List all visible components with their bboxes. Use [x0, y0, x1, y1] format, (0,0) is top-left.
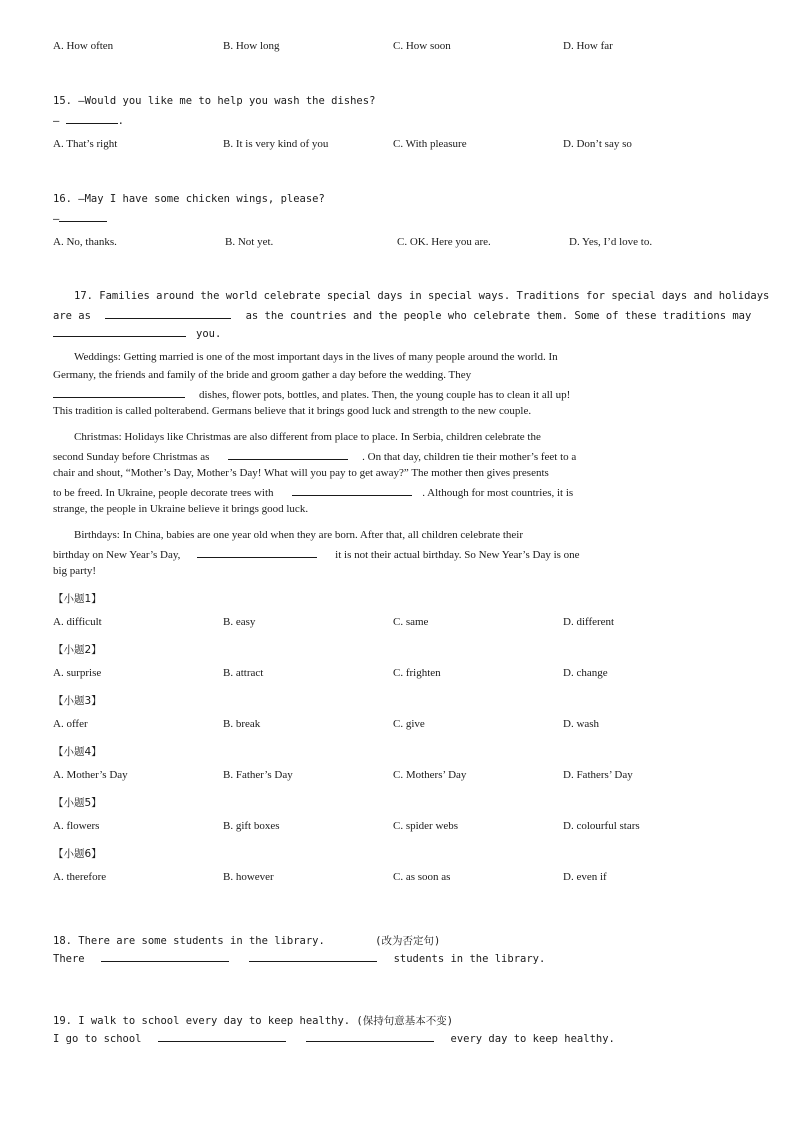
q16-options: [53, 236, 753, 252]
q17-intro-text-cont: as the countries and the people who celebrate them. Some of these traditions may: [245, 310, 752, 322]
sq6-option-c[interactable]: C. as soon as: [393, 871, 451, 883]
q14-option-b[interactable]: B. How long: [223, 40, 280, 52]
subquestion-4-options: [53, 769, 753, 785]
sq5-option-a[interactable]: A. flowers: [53, 820, 100, 832]
q16-answer-blank[interactable]: [59, 211, 107, 222]
q17-blank-4[interactable]: [228, 449, 348, 460]
subquestion-5-options: [53, 820, 753, 836]
q16-reply-line: [53, 211, 107, 225]
q14-option-d[interactable]: D. How far: [563, 40, 613, 52]
weddings-line-2: Germany, the friends and family of the bride and groom gather a day before the wedding. They: [53, 369, 472, 381]
sq5-option-c[interactable]: C. spider webs: [393, 820, 459, 832]
q16-option-a[interactable]: A. No, thanks.: [53, 236, 117, 248]
christmas-line-4: [53, 485, 573, 499]
q18-stem-line: [53, 933, 440, 948]
q15-option-d[interactable]: D. Don’t say so: [563, 138, 632, 150]
q15-option-b[interactable]: B. It is very kind of you: [223, 138, 329, 150]
christmas-line-5: strange, the people in Ukraine believe it brings good luck.: [53, 503, 309, 515]
q19-answer-suffix: every day to keep healthy.: [450, 1033, 615, 1045]
christmas-line-2-cont: . On that day, children tie their mother’s feet to a: [362, 451, 577, 463]
q18-blank-2[interactable]: [249, 951, 377, 962]
q15-reply-period: .: [117, 115, 124, 127]
q17-intro-end: you.: [196, 328, 222, 340]
q18-answer-line: [53, 951, 545, 965]
q16-stem: 16. —May I have some chicken wings, please?: [53, 193, 325, 205]
christmas-line-4-text: to be freed. In Ukraine, people decorate trees with: [53, 487, 274, 499]
q16-option-b[interactable]: B. Not yet.: [225, 236, 274, 248]
subquestion-2-label: 【小题2】: [53, 644, 102, 656]
weddings-line-1: Weddings: Getting married is one of the most important days in the lives of many people around the world. In: [74, 351, 558, 363]
sq1-option-b[interactable]: B. easy: [223, 616, 256, 628]
q19-blank-2[interactable]: [306, 1031, 434, 1042]
q17-blank-1[interactable]: [105, 308, 231, 319]
sq3-option-d[interactable]: D. wash: [563, 718, 600, 730]
weddings-line-4: This tradition is called polterabend. Germans believe that it brings good luck and strength to the new couple.: [53, 405, 532, 417]
q17-intro-line-3: [53, 326, 221, 340]
sq4-option-b[interactable]: B. Father’s Day: [223, 769, 293, 781]
q19-answer-line: [53, 1031, 615, 1045]
sq4-option-c[interactable]: C. Mothers’ Day: [393, 769, 467, 781]
sq6-option-b[interactable]: B. however: [223, 871, 274, 883]
q14-option-a[interactable]: A. How often: [53, 40, 114, 52]
subquestion-3-label: 【小题3】: [53, 695, 102, 707]
q15-answer-blank[interactable]: [66, 113, 118, 124]
q17-blank-6[interactable]: [197, 547, 317, 558]
q17-intro-line-1: 17. Families around the world celebrate special days in special ways. Traditions for special days and holidays: [74, 290, 770, 302]
birthdays-line-3: big party!: [53, 565, 97, 577]
subquestion-6-options: [53, 871, 753, 887]
q18-blank-1[interactable]: [101, 951, 229, 962]
q18-answer-suffix: students in the library.: [393, 953, 546, 965]
sq2-option-d[interactable]: D. change: [563, 667, 608, 679]
sq6-option-d[interactable]: D. even if: [563, 871, 607, 883]
q18-stem: 18. There are some students in the library.: [53, 935, 325, 947]
q15-reply-line: [53, 113, 124, 127]
birthdays-line-2-text: birthday on New Year’s Day,: [53, 549, 181, 561]
q15-reply-dash: —: [53, 115, 60, 127]
q17-blank-3[interactable]: [53, 387, 185, 398]
subquestion-1-options: [53, 616, 753, 632]
subquestion-2-options: [53, 667, 753, 683]
birthdays-line-2: [53, 547, 580, 561]
subquestion-4-label: 【小题4】: [53, 746, 102, 758]
sq6-option-a[interactable]: A. therefore: [53, 871, 107, 883]
sq2-option-b[interactable]: B. attract: [223, 667, 264, 679]
subquestion-1-label: 【小题1】: [53, 593, 102, 605]
birthdays-line-1: Birthdays: In China, babies are one year old when they are born. After that, all children celebrate their: [74, 529, 523, 541]
subquestion-6-label: 【小题6】: [53, 848, 102, 860]
q17-blank-2[interactable]: [53, 326, 186, 337]
weddings-line-3: [53, 387, 570, 401]
q15-options: [53, 138, 753, 154]
q14-option-c[interactable]: C. How soon: [393, 40, 451, 52]
q18-note: (改为否定句): [375, 935, 441, 947]
birthdays-line-2-cont: it is not their actual birthday. So New Year’s Day is one: [335, 549, 580, 561]
q15-option-c[interactable]: C. With pleasure: [393, 138, 467, 150]
q14-options: [53, 40, 753, 56]
sq5-option-d[interactable]: D. colourful stars: [563, 820, 640, 832]
q19-stem: 19. I walk to school every day to keep healthy. (保持句意基本不变): [53, 1015, 454, 1027]
christmas-line-1: Christmas: Holidays like Christmas are also different from place to place. In Serbia, children celebrate the: [74, 431, 541, 443]
q15-stem: 15. —Would you like me to help you wash the dishes?: [53, 95, 376, 107]
q19-blank-1[interactable]: [158, 1031, 286, 1042]
christmas-line-2-text: second Sunday before Christmas as: [53, 451, 210, 463]
q16-reply-dash: —: [53, 213, 60, 225]
sq3-option-b[interactable]: B. break: [223, 718, 261, 730]
christmas-line-3: chair and shout, “Mother’s Day, Mother’s Day! What will you pay to get away?” The mother then gives presents: [53, 467, 549, 479]
q17-intro-text: are as: [53, 310, 91, 322]
sq2-option-c[interactable]: C. frighten: [393, 667, 441, 679]
subquestion-3-options: [53, 718, 753, 734]
q19-answer-prefix: I go to school: [53, 1033, 142, 1045]
sq1-option-d[interactable]: D. different: [563, 616, 615, 628]
sq3-option-a[interactable]: A. offer: [53, 718, 88, 730]
sq4-option-d[interactable]: D. Fathers’ Day: [563, 769, 633, 781]
sq1-option-c[interactable]: C. same: [393, 616, 429, 628]
sq3-option-c[interactable]: C. give: [393, 718, 425, 730]
sq5-option-b[interactable]: B. gift boxes: [223, 820, 280, 832]
christmas-line-4-cont: . Although for most countries, it is: [422, 487, 574, 499]
q16-option-c[interactable]: C. OK. Here you are.: [397, 236, 491, 248]
christmas-line-2: [53, 449, 576, 463]
q16-option-d[interactable]: D. Yes, I’d love to.: [569, 236, 653, 248]
q18-answer-prefix: There: [53, 953, 85, 965]
sq2-option-a[interactable]: A. surprise: [53, 667, 102, 679]
subquestion-5-label: 【小题5】: [53, 797, 102, 809]
sq1-option-a[interactable]: A. difficult: [53, 616, 102, 628]
sq4-option-a[interactable]: A. Mother’s Day: [53, 769, 128, 781]
weddings-line-3-text: dishes, flower pots, bottles, and plates. Then, the young couple has to clean it all up!: [199, 389, 571, 401]
q15-option-a[interactable]: A. That’s right: [53, 138, 118, 150]
q17-intro-line-2: [53, 308, 751, 322]
q17-blank-5[interactable]: [292, 485, 412, 496]
